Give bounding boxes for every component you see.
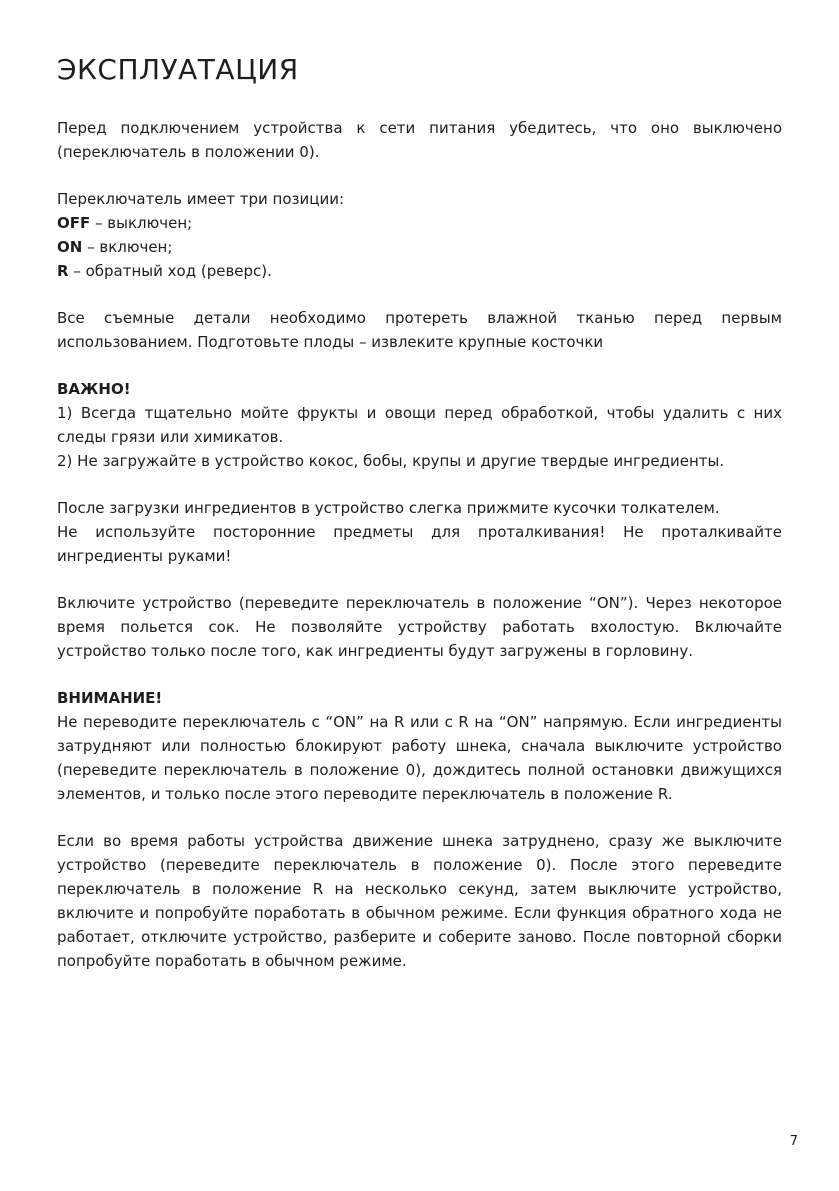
switch-position-r xyxy=(57,259,782,283)
loading-line-1: После загрузки ингредиентов в устройство слегка прижмите кусочки толкателем. xyxy=(57,499,720,517)
switch-text-off: – выключен; xyxy=(90,214,193,232)
power-on-paragraph: Включите устройство (переведите переключатель в положение “ON”). Через некоторое время польется сок. Не позволяйте устройству работать вхолостую. Включайте устройство только после того, как ингредиенты будут загружены в горловину. xyxy=(57,594,782,660)
switch-position-on xyxy=(57,235,782,259)
switch-position-off xyxy=(57,211,782,235)
page-number: 7 xyxy=(789,1134,798,1149)
switch-key-on: ON xyxy=(57,238,83,256)
switch-key-r: R xyxy=(57,262,69,280)
switch-text-on: – включен; xyxy=(82,238,173,256)
switch-text-r: – обратный ход (реверс). xyxy=(68,262,272,280)
reverse-paragraph: Если во время работы устройства движение шнека затруднено, сразу же выключите устройство (переведите переключатель в положение 0). После этого переведите переключатель в положение R на несколько секунд, затем выключите устройство, включите и попробуйте поработать в обычном режиме. Если функция обратного хода не работает, отключите устройство, разберите и соберите заново. После повторной сборки попробуйте поработать в обычном режиме. xyxy=(57,832,782,970)
important-item-2: 2) Не загружайте в устройство кокос, бобы, крупы и другие твердые ингредиенты. xyxy=(57,452,725,470)
switch-positions-block xyxy=(57,187,782,283)
important-heading: ВАЖНО! xyxy=(57,380,131,398)
loading-block xyxy=(57,496,782,568)
manual-page xyxy=(57,50,782,973)
attention-text: Не переводите переключатель с “ON” на R или с R на “ON” напрямую. Если ингредиенты затрудняют или полностью блокируют работу шнека, сначала выключите устройство (переведите переключатель в положение 0), дождитесь полной остановки движущихся элементов, и только после этого переводите переключатель в положение R. xyxy=(57,713,782,803)
important-item-1: 1) Всегда тщательно мойте фрукты и овощи перед обработкой, чтобы удалить с них следы грязи или химикатов. xyxy=(57,404,782,446)
important-block xyxy=(57,377,782,473)
prep-paragraph: Все съемные детали необходимо протереть влажной тканью перед первым использованием. Подготовьте плоды – извлеките крупные косточки xyxy=(57,309,782,351)
attention-block xyxy=(57,686,782,806)
loading-line-2: Не используйте посторонние предметы для проталкивания! Не проталкивайте ингредиенты руками! xyxy=(57,523,782,565)
switch-key-off: OFF xyxy=(57,214,91,232)
attention-heading: ВНИМАНИЕ! xyxy=(57,689,163,707)
intro-paragraph: Перед подключением устройства к сети питания убедитесь, что оно выключено (переключатель в положении 0). xyxy=(57,119,782,161)
page-title: ЭКСПЛУАТАЦИЯ xyxy=(57,53,299,86)
switch-lead: Переключатель имеет три позиции: xyxy=(57,190,345,208)
